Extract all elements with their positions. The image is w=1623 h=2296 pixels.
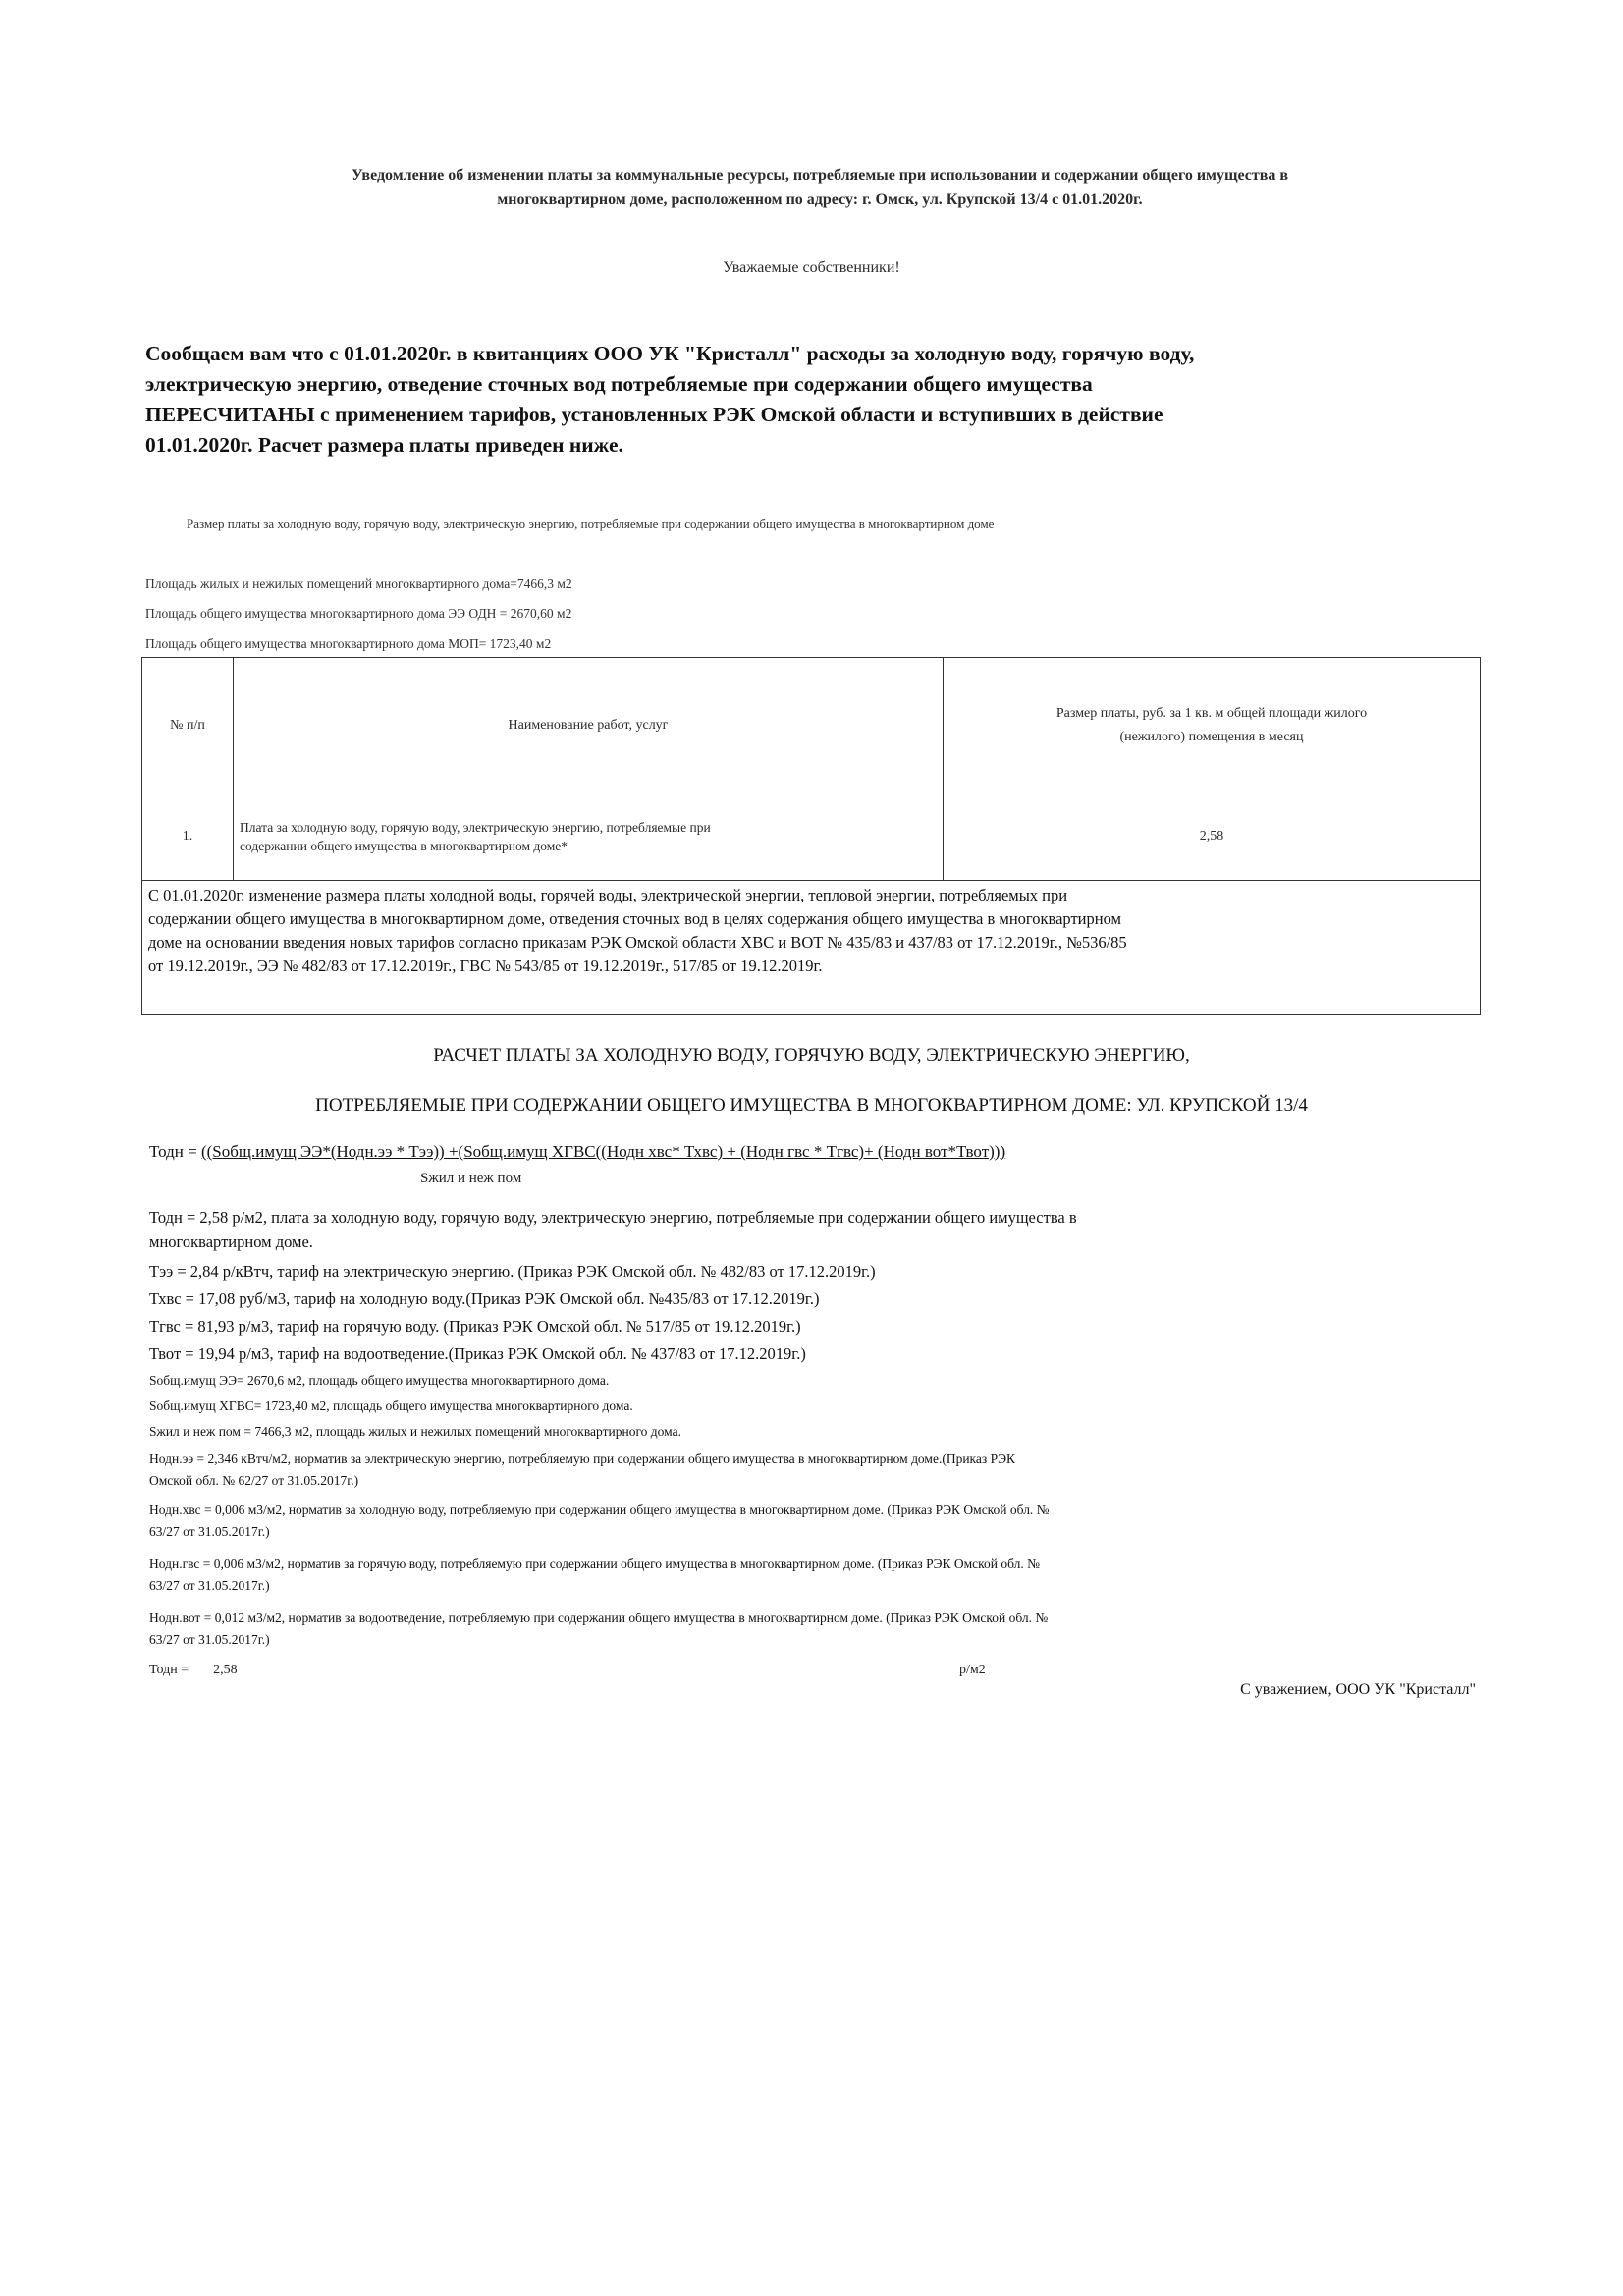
header-num: № п/п [142, 658, 234, 793]
notice-header-line2: многоквартирном доме, расположенном по адресу: г. Омск, ул. Крупской 13/4 с 01.01.2020г. [497, 191, 1143, 208]
explanation-line: многоквартирном доме. [149, 1232, 313, 1251]
row-name-line1: Плата за холодную воду, горячую воду, электрическую энергию, потребляемые при [240, 820, 711, 835]
area-mop: Площадь общего имущества многоквартирного дома МОП= 1723,40 м2 [145, 636, 552, 651]
definition-line: Sобщ.имущ ХГВС= 1723,40 м2, площадь общего имущества многоквартирного дома. [149, 1398, 633, 1413]
table-row [142, 793, 1481, 881]
intro-paragraph [145, 339, 1451, 461]
note-line4: от 19.12.2019г., ЭЭ № 482/83 от 17.12.2019г., ГВС № 543/85 от 19.12.2019г., 517/85 от 19.12.2019г. [148, 957, 823, 975]
definition-line: 63/27 от 31.05.2017г.) [149, 1632, 270, 1647]
table-header-row [142, 658, 1481, 793]
calc-title-1: РАСЧЕТ ПЛАТЫ ЗА ХОЛОДНУЮ ВОДУ, ГОРЯЧУЮ ВОДУ, ЭЛЕКТРИЧЕСКУЮ ЭНЕРГИЮ, [433, 1045, 1190, 1066]
definition-line: Sжил и неж пом = 7466,3 м2, площадь жилых и нежилых помещений многоквартирного дома. [149, 1424, 681, 1439]
formula-denominator: Sжил и неж пом [420, 1171, 522, 1186]
explanation-line: Тхвс = 17,08 руб/м3, тариф на холодную воду.(Приказ РЭК Омской обл. №435/83 от 17.12.2019г.) [149, 1289, 820, 1308]
row-name [234, 793, 944, 881]
notice-header-line1: Уведомление об изменении платы за коммунальные ресурсы, потребляемые при использовании и содержании общего имущества в [352, 167, 1288, 184]
row-name-line2: содержании общего имущества в многоквартирном доме* [240, 839, 568, 853]
tariff-note [141, 880, 1481, 1015]
definition-line: Sобщ.имущ ЭЭ= 2670,6 м2, площадь общего имущества многоквартирного дома. [149, 1373, 610, 1388]
intro-line1: Сообщаем вам что с 01.01.2020г. в квитанциях ООО УК "Кристалл" расходы за холодную воду, горячую воду, [145, 342, 1195, 365]
formula-lhs: Тодн = [149, 1142, 201, 1161]
explanation-line: Тодн = 2,58 р/м2, плата за холодную воду, горячую воду, электрическую энергию, потребляемые при содержании общего имущества в [149, 1208, 1077, 1227]
definition-line: 63/27 от 31.05.2017г.) [149, 1578, 270, 1593]
note-line3: доме на основании введения новых тарифов согласно приказам РЭК Омской области ХВС и ВОТ № 435/83 и 437/83 от 17.12.2019г., №536/85 [148, 933, 1127, 952]
explanation-line: Тгвс = 81,93 р/м3, тариф на горячую воду. (Приказ РЭК Омской обл. № 517/85 от 19.12.2019г.) [149, 1317, 801, 1336]
table-title: Размер платы за холодную воду, горячую воду, электрическую энергию, потребляемые при содержании общего имущества в многоквартирном доме [187, 517, 995, 531]
intro-line3: ПЕРЕСЧИТАНЫ с применением тарифов, установленных РЭК Омской области и вступивших в действие [145, 403, 1163, 426]
row-price: 2,58 [944, 793, 1481, 881]
total-unit: р/м2 [959, 1663, 986, 1677]
notice-header [167, 163, 1473, 212]
intro-line4: 01.01.2020г. Расчет размера платы приведен ниже. [145, 433, 623, 457]
header-price [944, 658, 1481, 793]
area-total: Площадь жилых и нежилых помещений многоквартирного дома=7466,3 м2 [145, 576, 572, 591]
definition-line: Нодн.хвс = 0,006 м3/м2, норматив за холодную воду, потребляемую при содержании общего имущества в многоквартирном доме. (Приказ РЭК Омской обл. № [149, 1503, 1050, 1517]
definition-line: 63/27 от 31.05.2017г.) [149, 1524, 270, 1539]
formula-numerator: ((Sобщ.имущ ЭЭ*(Нодн.ээ * Тээ)) +(Sобщ.имущ ХГВС((Нодн хвс* Тхвс) + (Нодн гвс * Тгвс)+ (Нодн вот*Твот))) [200, 1142, 1006, 1161]
explanation-line: Твот = 19,94 р/м3, тариф на водоотведение.(Приказ РЭК Омской обл. № 437/83 от 17.12.2019г.) [149, 1344, 806, 1363]
greeting: Уважаемые собственники! [723, 259, 900, 276]
signature: С уважением, ООО УК "Кристалл" [1240, 1681, 1476, 1698]
header-price-line1: Размер платы, руб. за 1 кв. м общей площади жилого [1055, 705, 1368, 721]
total-row [149, 1663, 1475, 1678]
header-name: Наименование работ, услуг [234, 658, 944, 793]
note-line1: С 01.01.2020г. изменение размера платы холодной воды, горячей воды, электрической энергии, тепловой энергии, потребляемых при [148, 886, 1068, 904]
note-line2: содержании общего имущества в многоквартирном доме, отведения сточных вод в целях содержания общего имущества в многоквартирном [148, 909, 1121, 928]
formula [149, 1142, 1005, 1162]
definition-line: Нодн.гвс = 0,006 м3/м2, норматив за горячую воду, потребляемую при содержании общего имущества в многоквартирном доме. (Приказ РЭК Омской обл. № [149, 1557, 1041, 1571]
area-odn: Площадь общего имущества многоквартирного дома ЭЭ ОДН = 2670,60 м2 [145, 606, 572, 621]
row-num: 1. [142, 793, 234, 881]
header-price-line2: (нежилого) помещения в месяц [1119, 729, 1304, 744]
definition-line: Нодн.вот = 0,012 м3/м2, норматив за водоотведение, потребляемую при содержании общего имущества в многоквартирном доме. (Приказ РЭК Омской обл. № [149, 1611, 1049, 1625]
fee-table [141, 657, 1481, 881]
definition-line: Нодн.ээ = 2,346 кВтч/м2, норматив за электрическую энергию, потребляемую при содержании общего имущества в многоквартирном доме.(Приказ РЭК [149, 1451, 1016, 1466]
total-value: 2,58 [213, 1663, 238, 1677]
total-label: Тодн = [149, 1663, 189, 1677]
definition-line: Омской обл. № 62/27 от 31.05.2017г.) [149, 1473, 359, 1488]
intro-line2: электрическую энергию, отведение сточных вод потребляемые при содержании общего имущества [145, 372, 1093, 396]
calc-title-2: ПОТРЕБЛЯЕМЫЕ ПРИ СОДЕРЖАНИИ ОБЩЕГО ИМУЩЕСТВА В МНОГОКВАРТИРНОМ ДОМЕ: УЛ. КРУПСКОЙ 13/4 [315, 1095, 1308, 1116]
explanation-line: Тээ = 2,84 р/кВтч, тариф на электрическую энергию. (Приказ РЭК Омской обл. № 482/83 от 17.12.2019г.) [149, 1262, 876, 1281]
